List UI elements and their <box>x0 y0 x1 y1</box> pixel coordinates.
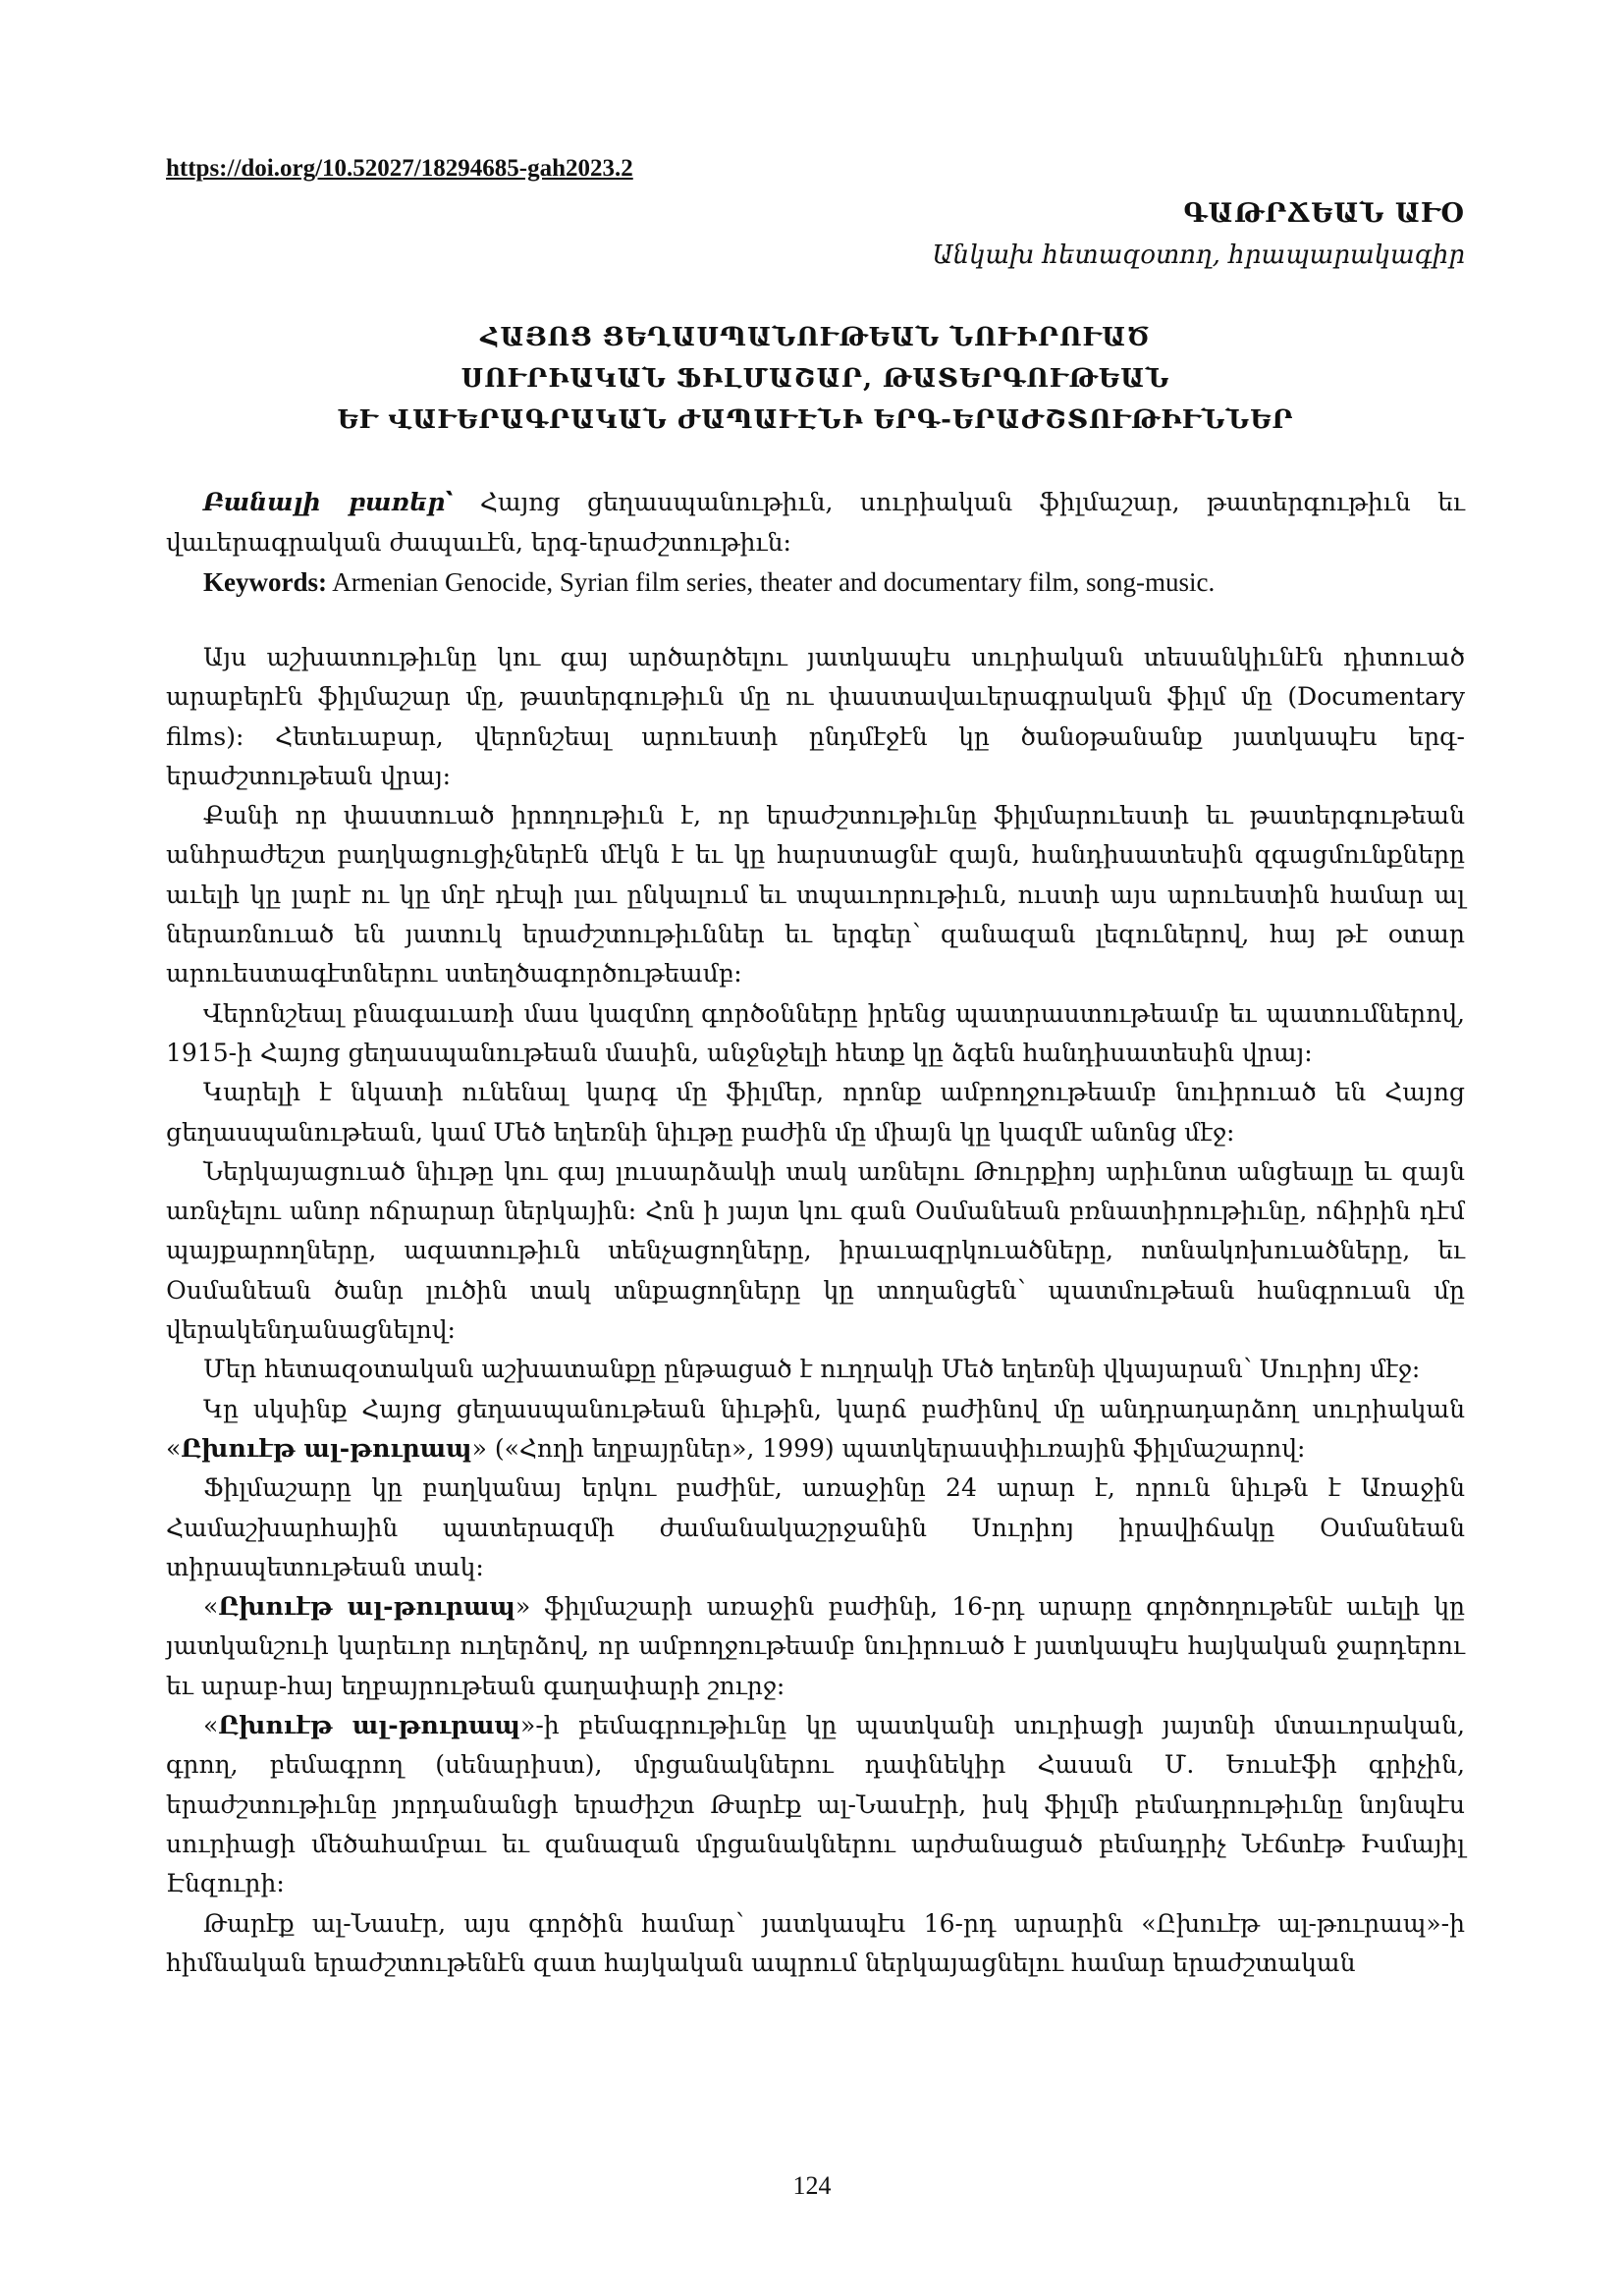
film-title-bold: Ըխուէթ ալ-թուրապ <box>181 1433 472 1463</box>
paragraph-10-text-a: « <box>203 1711 219 1740</box>
paragraph-3: Վերոնշեալ բնագաւառի մաս կազմող գործօնները իրենց պատրաստութեամբ եւ պատումներով, 1915-ի Հայոց ցեղասպանութեան մասին, անջնջելի հետք կը ձգեն հանդիսատեսին վրայ։ <box>166 998 1465 1067</box>
body-text <box>166 638 1465 1983</box>
paragraph-7-text-a: Կը սկսինք Հայոց ցեղասպանութեան նիւթին, կարճ բաժինով մը անդրադարձող սուրիական « <box>166 1394 1465 1463</box>
doi-link[interactable]: https://doi.org/10.52027/18294685-gah2023.2 <box>166 155 633 182</box>
keywords-english-label: Keywords: <box>203 567 327 597</box>
title-line-1: ՀԱՅՈՑ ՑԵՂԱՍՊԱՆՈՒԹԵԱՆ ՆՈՒԻՐՈՒԱԾ <box>480 323 1151 352</box>
film-title-bold: Ըխուէթ ալ-թուրապ <box>218 1592 515 1622</box>
article-title <box>166 317 1465 441</box>
author-name: ԳԱԹՐՃԵԱՆ ԱՒՕ <box>1183 198 1465 229</box>
paragraph-8: Ֆիլմաշարը կը բաղկանայ երկու բաժինէ, առաջինը 24 արար է, որուն նիւթն է Առաջին Համաշխարհային պատերազմի ժամանակաշրջանին Սուրիոյ իրավիճակը Օսմանեան տիրապետութեան տակ։ <box>166 1473 1465 1581</box>
paragraph-10-text-c: »-ի բեմագրութիւնը կը պատկանի սուրիացի յայտնի մտաւորական, գրող, բեմագրող (սենարիստ), մրցանակներու դափնեկիր Հասան Մ. Եուսէֆի գրիչին, երաժշտութիւնը յորդանանցի երաժիշտ Թարէք ալ-Նասէրի, իսկ ֆիլմի բեմադրութիւնը նոյնպէս սուրիացի մեծահամբաւ եւ զանազան մրցանակներու արժանացած բեմադրիչ Նէճտէթ Իսմայիլ Էնզուրի։ <box>166 1711 1465 1898</box>
paragraph-9 <box>166 1587 1465 1706</box>
keywords-armenian-text: Հայոց ցեղասպանութիւն, սուրիական ֆիլմաշար, թատերգութիւն եւ վաւերագրական ժապաւէն, երգ-երաժշտութիւն։ <box>166 488 1465 557</box>
keywords-english <box>166 562 1465 603</box>
title-line-2: ՍՈՒՐԻԱԿԱՆ ՖԻԼՄԱՇԱՐ, ԹԱՏԵՐԳՈՒԹԵԱՆ <box>460 364 1170 394</box>
author-block <box>933 193 1465 276</box>
keywords-section <box>166 482 1465 603</box>
film-title-bold: Ըխուէթ ալ-թուրապ <box>218 1711 521 1740</box>
paragraph-1: Այս աշխատութիւնը կու գայ արծարծելու յատկապէս սուրիական տեսանկիւնէն դիտուած արաբերէն ֆիլմաշար մը, թատերգութիւն մը ու փաստավաւերագրական ֆիլմ մը (Documentary films)։ Հետեւաբար, վերոնշեալ արուեստի ընդմէջէն կը ծանօթանանք յատկապէս երգ-երաժշտութեան վրայ։ <box>166 643 1465 790</box>
paragraph-10 <box>166 1706 1465 1903</box>
paragraph-5: Ներկայացուած նիւթը կու գայ լուսարձակի տակ առնելու Թուրքիոյ արիւնոտ անցեալը եւ զայն առնչելու անոր ոճրարար ներկային։ Հոն ի յայտ կու գան Օսմանեան բռնատիրութիւնը, ոճիրին դէմ պայքարողները, ազատութիւն տենչացողները, իրաւազրկուածները, ոտնակոխուածները, եւ Օսմանեան ծանր լուծին տակ տնքացողները կը տողանցեն՝ պատմութեան հանգրուան մը վերակենդանացնելով։ <box>166 1156 1465 1345</box>
paragraph-4: Կարելի է նկատի ունենալ կարգ մը ֆիլմեր, որոնք ամբողջութեամբ նուիրուած են Հայոց ցեղասպանութեան, կամ Մեծ եղեռնի նիւթը բաժին մը միայն կը կազմէ անոնց մէջ։ <box>166 1078 1465 1147</box>
author-affiliation: Անկախ հետազօտող, հրապարակագիր <box>932 240 1465 270</box>
keywords-english-text: Armenian Genocide, Syrian film series, theater and documentary film, song-music. <box>326 567 1216 597</box>
keywords-armenian-label: Բանալի բառեր՝ <box>203 488 454 516</box>
paragraph-6: Մեր հետազօտական աշխատանքը ընթացած է ուղղակի Մեծ եղեռնի վկայարան՝ Սուրիոյ մէջ։ <box>203 1355 1421 1384</box>
paragraph-11: Թարէք ալ-Նասէր, այս գործին համար՝ յատկապէս 16-րդ արարին «Ըխուէթ ալ-թուրապ»-ի հիմնական երաժշտութենէն զատ հայկական ապրում ներկայացնելու համար երաժշտական <box>166 1908 1465 1977</box>
paragraph-9-text-c: » ֆիլմաշարի առաջին բաժինի, 16-րդ արարը գործողութենէ աւելի կը յատկանշուի կարեւոր ուղերձով, որ ամբողջութեամբ նուիրուած է յատկապէս հայկական ջարդերու եւ արաբ-հայ եղբայրութեան գաղափարի շուրջ։ <box>166 1592 1465 1700</box>
page-number: 124 <box>792 2171 832 2200</box>
paragraph-7 <box>166 1390 1465 1469</box>
paragraph-2: Քանի որ փաստուած իրողութիւն է, որ երաժշտութիւնը ֆիլմարուեստի եւ թատերգութեան անհրաժեշտ բաղկացուցիչներէն մէկն է եւ կը հարստացնէ զայն, հանդիսատեսին զգացմունքները աւելի կը լարէ ու կը մղէ դէպի լաւ ընկալում եւ տպաւորութիւն, ուստի այս արուեստին համար ալ ներառնուած են յատուկ երաժշտութիւններ եւ երգեր՝ զանազան լեզուներով, հայ թէ օտար արուեստագէտներու ստեղծագործութեամբ։ <box>166 801 1465 988</box>
keywords-armenian <box>166 482 1465 562</box>
paragraph-9-text-a: « <box>203 1592 219 1622</box>
title-line-3: ԵՒ ՎԱՒԵՐԱԳՐԱԿԱՆ ԺԱՊԱՒԷՆԻ ԵՐԳ-ԵՐԱԺՇՏՈՒԹԻՒՆՆԵՐ <box>337 405 1294 435</box>
paragraph-7-text-c: » («Հողի եղբայրներ», 1999) պատկերասփիւռային ֆիլմաշարով։ <box>471 1433 1306 1463</box>
